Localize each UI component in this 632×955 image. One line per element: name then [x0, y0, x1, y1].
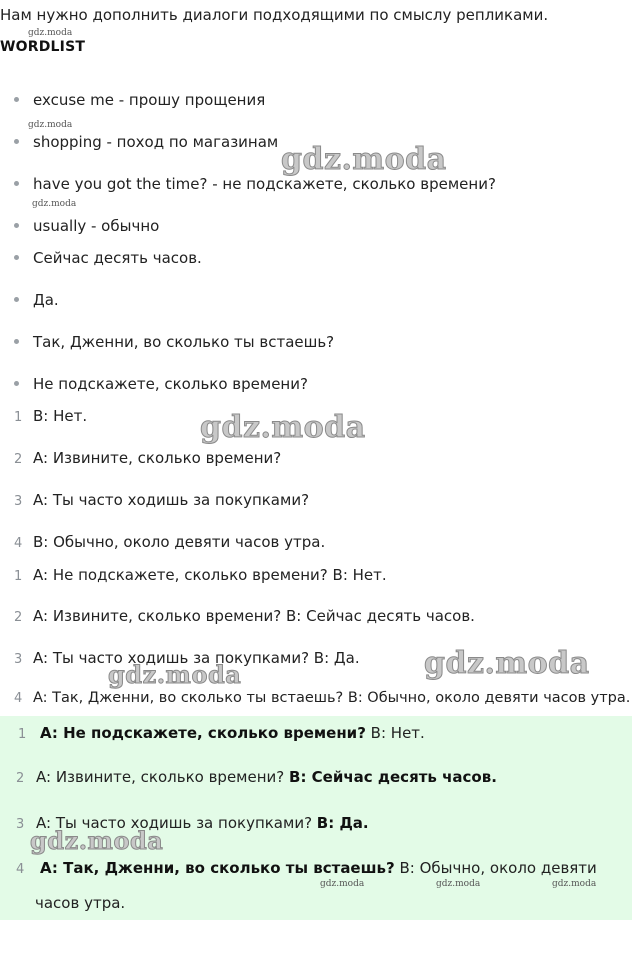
dialogue-line: 1 B: Нет. — [14, 407, 88, 425]
watermark-large: gdz.moda — [108, 660, 242, 689]
bullet-icon — [14, 255, 19, 260]
bullet-icon — [14, 381, 19, 386]
dialogue-line: 2 A: Извините, сколько времени? — [14, 449, 282, 467]
bullet-icon — [14, 181, 19, 186]
answer-line: 3 A: Ты часто ходишь за покупками? B: Да. — [16, 814, 369, 832]
watermark-large: gdz.moda — [281, 142, 447, 177]
wordlist-item: Не подскажете, сколько времени? — [14, 375, 308, 393]
watermark-large: gdz.moda — [30, 826, 164, 855]
wordlist-item: Да. — [14, 291, 59, 309]
wordlist-item: shopping - поход по магазинам — [14, 133, 278, 151]
task-instruction: Нам нужно дополнить диалоги подходящими по смыслу репликами. — [0, 6, 549, 24]
watermark: gdz.moda — [28, 120, 73, 130]
watermark: gdz.moda — [28, 28, 73, 38]
dialogue-line: 3 A: Ты часто ходишь за покупками? — [14, 491, 310, 509]
wordlist-item: have you got the time? - не подскажете, сколько времени? — [14, 175, 496, 193]
wordlist-item: excuse me - прошу прощения — [14, 91, 265, 109]
completed-line: 2 A: Извините, сколько времени? B: Сейчас десять часов. — [14, 607, 475, 625]
wordlist-item: Сейчас десять часов. — [14, 249, 202, 267]
watermark-large: gdz.moda — [200, 410, 366, 445]
watermark-large: gdz.moda — [424, 646, 590, 681]
bullet-icon — [14, 139, 19, 144]
answer-line-continuation: часов утра. — [35, 894, 126, 912]
watermark: gdz.moda — [320, 879, 365, 889]
answer-line: 2 A: Извините, сколько времени? B: Сейчас десять часов. — [16, 768, 497, 786]
wordlist-heading: WORDLIST — [0, 39, 86, 55]
answer-line: 1 A: Не подскажете, сколько времени? B: Нет. — [18, 724, 425, 742]
bullet-icon — [14, 297, 19, 302]
bullet-icon — [14, 223, 19, 228]
answer-line: 4 A: Так, Дженни, во сколько ты встаешь? B: Обычно, около девяти — [16, 859, 597, 877]
completed-line: 3 A: Ты часто ходишь за покупками? B: Да. — [14, 649, 360, 667]
bullet-icon — [14, 339, 19, 344]
watermark: gdz.moda — [436, 879, 481, 889]
wordlist-item: usually - обычно — [14, 217, 159, 235]
dialogue-line: 4 B: Обычно, около девяти часов утра. — [14, 533, 326, 551]
wordlist-item: Так, Дженни, во сколько ты встаешь? — [14, 333, 334, 351]
watermark: gdz.moda — [32, 199, 77, 209]
completed-line: 4 A: Так, Дженни, во сколько ты встаешь? B: Обычно, около девяти часов утра. — [14, 690, 631, 706]
answer-box — [0, 716, 632, 920]
completed-line: 1 A: Не подскажете, сколько времени? B: Нет. — [14, 566, 387, 584]
watermark: gdz.moda — [552, 879, 597, 889]
bullet-icon — [14, 97, 19, 102]
